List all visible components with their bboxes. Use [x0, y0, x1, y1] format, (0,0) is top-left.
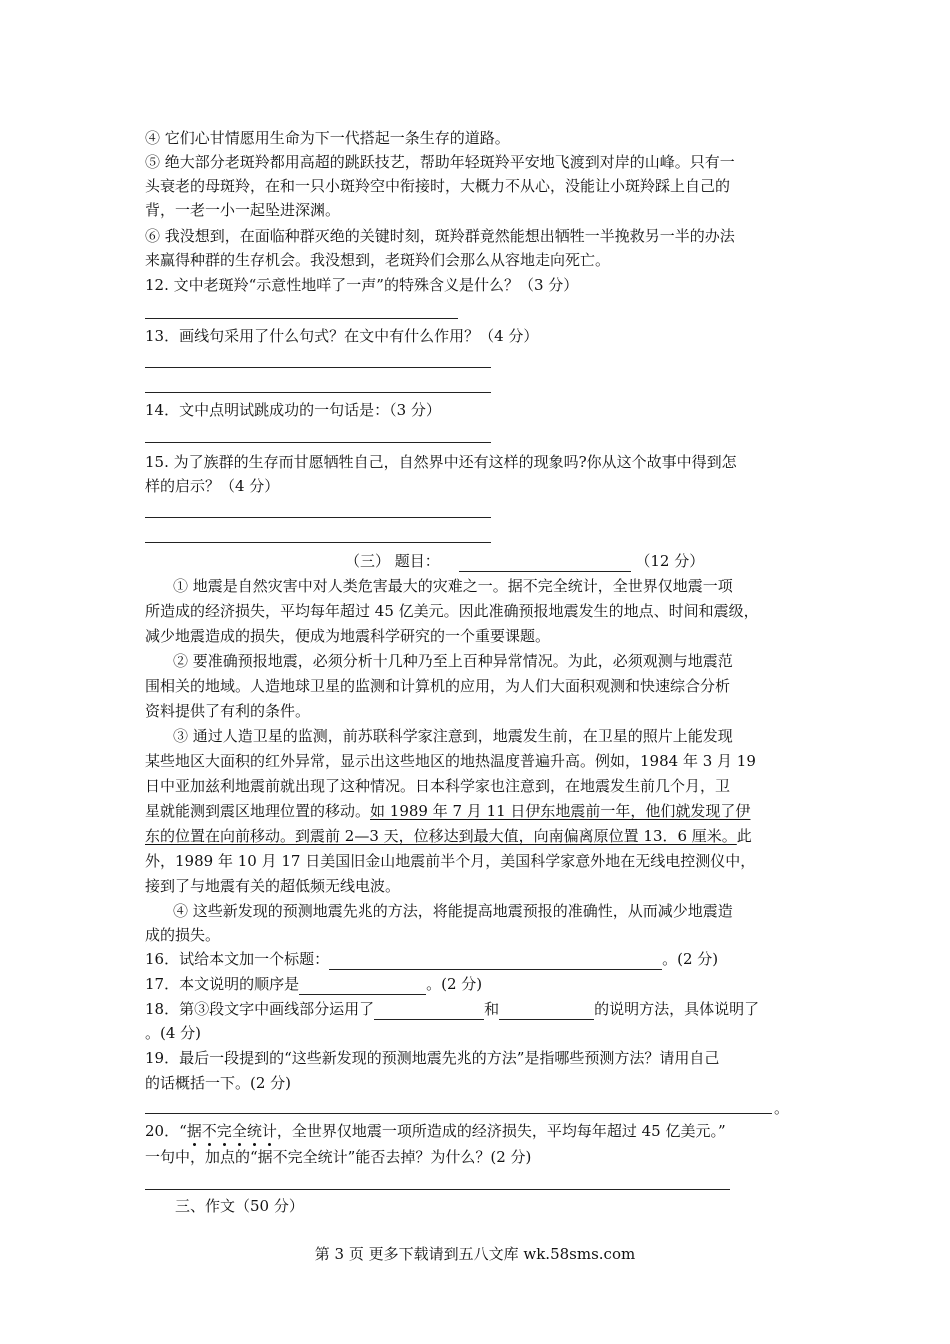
- answer-line-14[interactable]: [145, 442, 491, 443]
- answer-line-20[interactable]: [145, 1189, 730, 1190]
- p1-line-2: 所造成的经济损失，平均每年超过 45 亿美元。因此准确预报地震发生的地点、时间和震级，: [145, 602, 759, 620]
- p1-line-3: 减少地震造成的损失，便成为地震科学研究的一个重要课题。: [145, 627, 551, 645]
- dotted-char: 统: [246, 1122, 262, 1140]
- heading-prefix: （三） 题目：: [345, 552, 440, 570]
- title-blank[interactable]: [459, 554, 631, 572]
- p3-line-7: 接到了与地震有关的超低频无线电波。: [145, 877, 401, 895]
- question-13: 13．画线句采用了什么句式？在文中有什么作用？（4 分）: [145, 327, 539, 345]
- paragraph-5-line-1: ⑤ 绝大部分老斑羚都用高超的跳跃技艺，帮助年轻斑羚平安地飞渡到对岸的山峰。只有一: [145, 153, 735, 171]
- question-18-and: 和: [484, 1000, 500, 1018]
- q20-rest: ，全世界仅地震一项所造成的经济损失，平均每年超过 45 亿美元。”: [276, 1122, 726, 1140]
- p2-line-3: 资料提供了有利的条件。: [145, 702, 311, 720]
- p3-line-4-plain: 星就能测到震区地理位置的移动。: [145, 802, 371, 820]
- answer-line-13b[interactable]: [145, 392, 491, 393]
- question-14: 14．文中点明试跳成功的一句话是：（3 分）: [145, 401, 441, 419]
- question-17-score: 。(2 分): [426, 975, 483, 993]
- answer-blank-18a[interactable]: [374, 1002, 484, 1020]
- paragraph-6-line-2: 来赢得种群的生存机会。我没想到，老斑羚们会那么从容地走向死亡。: [145, 251, 611, 269]
- paragraph-6-line-1: ⑥ 我没想到，在面临种群灭绝的关键时刻，斑羚群竟然能想出牺牲一半挽救另一半的办法: [145, 227, 735, 245]
- p3-line-5-plain: 此: [736, 827, 752, 845]
- question-12: 12. 文中老斑羚“示意性地咩了一声”的特殊含义是什么？（3 分）: [145, 276, 579, 294]
- paragraph-5-line-2: 头衰老的母斑羚，在和一只小斑羚空中衔接时，大概力不从心，没能让小斑羚踩上自己的: [145, 177, 731, 195]
- question-20-line-2: 一句中，加点的“据不完全统计”能否去掉？为什么？(2 分): [145, 1148, 532, 1166]
- question-18-score: 。(4 分): [145, 1024, 202, 1042]
- p4-line-1: ④ 这些新发现的预测地震先兆的方法，将能提高地震预报的准确性，从而减少地震造: [173, 902, 733, 920]
- p2-line-2: 围相关的地域。人造地球卫星的监测和计算机的应用，为人们大面积观测和快速综合分析: [145, 677, 731, 695]
- p3-underlined-1: 如 1989 年 7 月 11 日伊东地震前一年，他们就发现了伊: [370, 802, 751, 820]
- question-17: [145, 973, 482, 995]
- answer-blank-16[interactable]: [329, 952, 662, 970]
- answer-blank-17[interactable]: [299, 977, 426, 995]
- p1-line-1: ① 地震是自然灾害中对人类危害最大的灾难之一。据不完全统计，全世界仅地震一项: [173, 577, 733, 595]
- question-19-line-1: 19．最后一段提到的“这些新发现的预测地震先兆的方法”是指哪些预测方法？请用自己: [145, 1049, 720, 1067]
- p2-line-1: ② 要准确预报地震，必须分析十几种乃至上百种异常情况。为此，必须观测与地震范: [173, 652, 733, 670]
- p3-line-4: [145, 800, 750, 822]
- p3-underlined-2: 东的位置在向前移动。到震前 2—3 天，位移达到最大值，向南偏离原位置 13．6 厘米。: [145, 827, 737, 845]
- q20-open: 20．“: [145, 1122, 187, 1140]
- question-16-text: 16．试给本文加一个标题：: [145, 950, 330, 968]
- answer-blank-18b[interactable]: [499, 1002, 594, 1020]
- p3-line-2: 某些地区大面积的红外异常，显示出这些地区的地热温度普遍升高。例如，1984 年 3 月 19: [145, 752, 756, 770]
- dotted-char: 完: [216, 1122, 232, 1140]
- answer-line-12[interactable]: [145, 318, 458, 319]
- question-16: [145, 948, 718, 970]
- answer-line-15b[interactable]: [145, 542, 491, 543]
- question-19-line-2: 的话概括一下。(2 分): [145, 1074, 292, 1092]
- answer-line-19[interactable]: [145, 1113, 772, 1114]
- question-18-text-2: 的说明方法，具体说明了: [594, 1000, 760, 1018]
- question-20-line-1: [145, 1120, 726, 1142]
- p3-line-5: [145, 825, 752, 847]
- paragraph-5-line-3: 背，一老一小一起坠进深渊。: [145, 201, 341, 219]
- p3-line-1: ③ 通过人造卫星的监测，前苏联科学家注意到，地震发生前，在卫星的照片上能发现: [173, 727, 733, 745]
- essay-heading: 三、作文（50 分）: [175, 1197, 304, 1215]
- question-15-line-2: 样的启示？（4 分）: [145, 477, 280, 495]
- answer-19-period: 。: [774, 1099, 790, 1117]
- section-3-heading: [345, 550, 704, 572]
- heading-score: （12 分）: [635, 552, 705, 570]
- dotted-char: 计: [261, 1122, 277, 1140]
- question-16-score: 。(2 分): [662, 950, 719, 968]
- answer-line-15a[interactable]: [145, 517, 491, 518]
- page-footer: 第 3 页 更多下载请到五八文库 wk.58sms.com: [314, 1245, 636, 1263]
- question-18: [145, 998, 759, 1020]
- p3-line-3: 日中亚加兹利地震前就出现了这种情况。日本科学家也注意到，在地震发生前几个月，卫: [145, 777, 731, 795]
- dotted-char: 据: [186, 1122, 202, 1140]
- question-18-text: 18．第③段文字中画线部分运用了: [145, 1000, 375, 1018]
- dotted-char: 全: [231, 1122, 247, 1140]
- question-17-text: 17．本文说明的顺序是: [145, 975, 300, 993]
- paragraph-4: ④ 它们心甘情愿用生命为下一代搭起一条生存的道路。: [145, 129, 510, 147]
- dotted-char: 不: [201, 1122, 217, 1140]
- answer-line-13a[interactable]: [145, 367, 491, 368]
- p4-line-2: 成的损失。: [145, 926, 221, 944]
- question-15-line-1: 15. 为了族群的生存而甘愿牺牲自己，自然界中还有这样的现象吗?你从这个故事中得到怎: [145, 453, 737, 471]
- p3-line-6: 外，1989 年 10 月 17 日美国旧金山地震前半个月，美国科学家意外地在无线电控测仪中，: [145, 852, 756, 870]
